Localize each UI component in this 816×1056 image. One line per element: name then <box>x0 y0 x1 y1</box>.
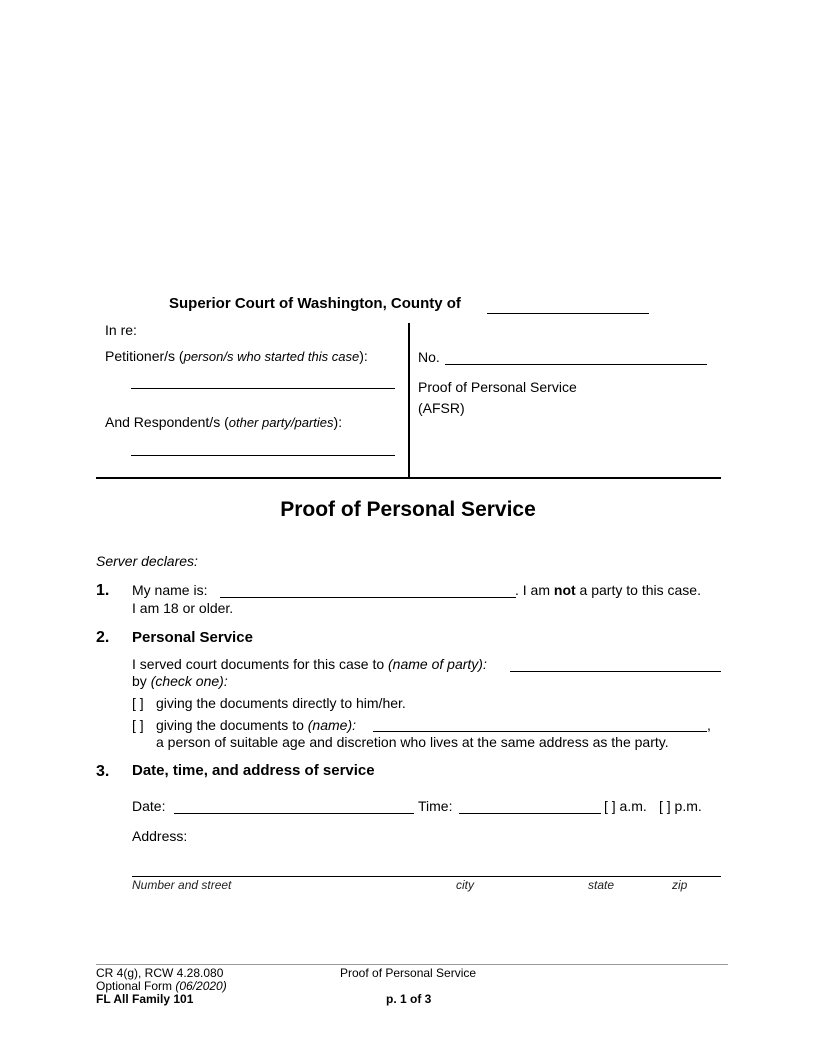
section-1-number: 1. <box>96 582 110 599</box>
caption-divider <box>408 323 410 478</box>
not-party-statement: . I am not a party to this case. <box>515 582 701 598</box>
section-3-number: 3. <box>96 763 110 780</box>
address-city-caption: city <box>456 878 474 892</box>
am-checkbox[interactable]: [ ] a.m. <box>604 798 647 814</box>
county-field[interactable] <box>487 313 649 314</box>
in-re-label: In re: <box>105 322 137 338</box>
address-street-caption: Number and street <box>132 878 232 892</box>
footer-page-number: p. 1 of 3 <box>386 992 432 1006</box>
time-label: Time: <box>418 798 453 814</box>
address-field[interactable] <box>132 876 721 877</box>
age-statement: I am 18 or older. <box>132 600 234 616</box>
server-name-field[interactable] <box>220 597 516 598</box>
option-other-person-label: giving the documents to (name): <box>156 717 356 733</box>
court-title: Superior Court of Washington, County of <box>169 295 461 312</box>
footer-rule-ref: CR 4(g), RCW 4.28.080 <box>96 966 224 980</box>
caption-doc-code: (AFSR) <box>418 400 465 416</box>
pm-checkbox[interactable]: [ ] p.m. <box>659 798 702 814</box>
date-field[interactable] <box>174 813 414 814</box>
caption-bottom-rule <box>96 477 721 479</box>
footer-form-id: FL All Family 101 <box>96 992 194 1006</box>
option-directly-label: giving the documents directly to him/her. <box>156 695 406 711</box>
address-zip-caption: zip <box>672 878 688 892</box>
petitioner-label: Petitioner/s (person/s who started this case): <box>105 348 368 364</box>
case-number-label: No. <box>418 349 440 365</box>
address-state-caption: state <box>588 878 615 892</box>
time-field[interactable] <box>459 813 601 814</box>
respondent-field[interactable] <box>131 455 395 456</box>
caption-doc-title: Proof of Personal Service <box>418 379 577 395</box>
respondent-label: And Respondent/s (other party/parties): <box>105 414 343 430</box>
footer-rule <box>96 964 728 965</box>
option-other-person-checkbox[interactable]: [ ] <box>132 717 144 733</box>
party-name-field[interactable] <box>510 671 721 672</box>
option-other-comma: , <box>707 717 711 733</box>
date-label: Date: <box>132 798 166 814</box>
name-label: My name is: <box>132 582 208 598</box>
other-person-name-field[interactable] <box>373 731 707 732</box>
option-directly-checkbox[interactable]: [ ] <box>132 695 144 711</box>
served-statement: I served court documents for this case to (name of party): <box>132 656 487 672</box>
case-number-field[interactable] <box>445 364 707 365</box>
by-check-one: by (check one): <box>132 673 228 689</box>
section-2-number: 2. <box>96 629 110 646</box>
petitioner-field[interactable] <box>131 388 395 389</box>
address-label: Address: <box>132 828 188 844</box>
server-declares: Server declares: <box>96 553 198 569</box>
section-3-heading: Date, time, and address of service <box>132 762 375 779</box>
footer-optional-form: Optional Form (06/2020) <box>96 979 227 993</box>
option-other-description: a person of suitable age and discretion who lives at the same address as the party. <box>156 734 669 750</box>
footer-center-title: Proof of Personal Service <box>340 966 477 980</box>
section-2-heading: Personal Service <box>132 629 253 646</box>
page-title: Proof of Personal Service <box>280 498 536 521</box>
